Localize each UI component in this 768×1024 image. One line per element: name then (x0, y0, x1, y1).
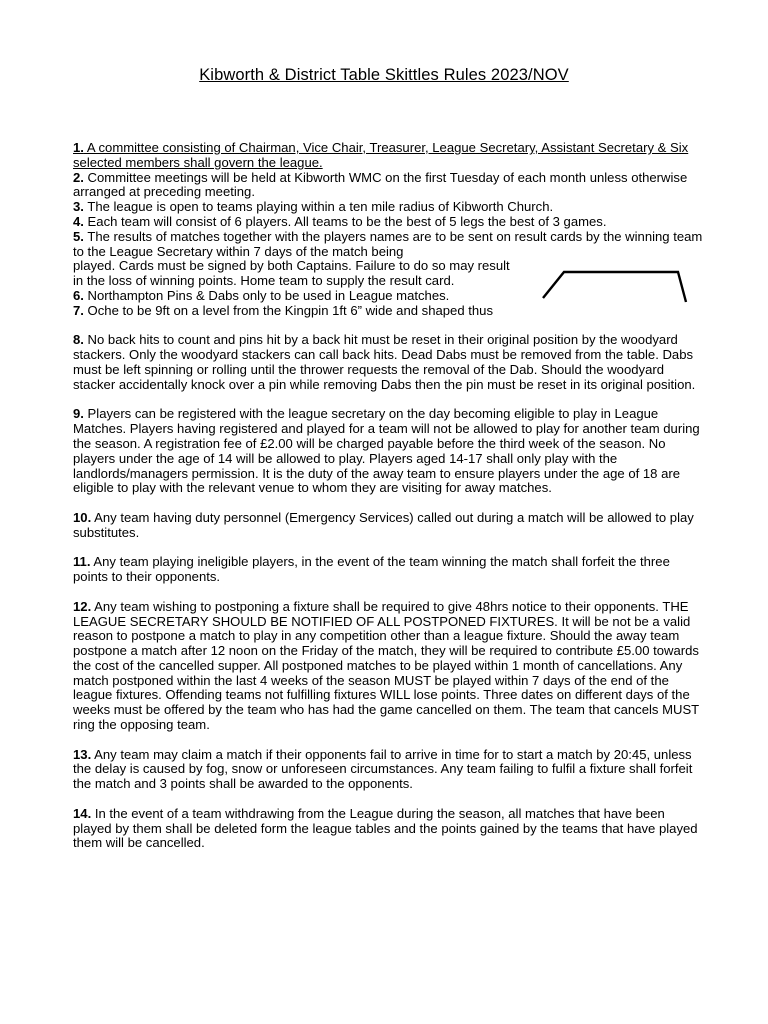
rule-number: 9. (73, 406, 84, 422)
rule-number: 10. (73, 509, 92, 525)
rule-8 (73, 333, 703, 392)
rule-number: 7. (73, 302, 84, 318)
rule-14 (73, 807, 703, 851)
rule-text: Any team playing ineligible players, in the event of the team winning the match shall forfeit the three points to their opponents. (73, 554, 670, 585)
rule-text: The results of matches together with the players names are to be sent on result cards by the winning team to the League Secretary within 7 days of the match being (73, 228, 703, 259)
rule-1 (73, 141, 703, 171)
rule-number: 6. (73, 287, 84, 303)
rule-number: 5. (73, 228, 84, 244)
rule-text: Any team having duty personnel (Emergency Services) called out during a match will be allowed to play substitutes. (73, 509, 694, 540)
rule-10 (73, 511, 703, 541)
rules-list (73, 141, 703, 851)
oche-shape-diagram (540, 266, 690, 306)
rule-text: Oche to be 9ft on a level from the Kingpin 1ft 6” wide and shaped thus (83, 302, 493, 318)
rule-number: 3. (73, 199, 84, 215)
rule-text: Any team may claim a match if their opponents fail to arrive in time for to start a match by 20:45, unless the delay is caused by fog, snow or unforeseen circumstances. Any team failing to fulfil a fixture shall forfeit the match and 3 points shall be awarded to the opponents. (73, 746, 693, 792)
rule-number: 14. (73, 805, 92, 821)
rule-number: 2. (73, 169, 84, 185)
rule-text: No back hits to count and pins hit by a back hit must be reset in their original position by the woodyard stackers. Only the woodyard stackers can call back hits. Dead Dabs must be removed from the table. Dabs must be left spinning or rolling until the thrower requests the removal of the Dab. Should the woodyard stacker accidentally knock over a pin while removing Dabs then the pin must be reset in its original position. (73, 332, 696, 392)
rule-11 (73, 555, 703, 585)
rule-number: 12. (73, 598, 92, 614)
rule-text-continued: played. Cards must be signed by both Captains. Failure to do so may result in the loss of winning points. Home team to supply the result card. (73, 258, 510, 289)
rule-3 (73, 200, 703, 215)
rule-number: 4. (73, 213, 84, 229)
rule-13 (73, 748, 703, 792)
rule-number: 13. (73, 746, 92, 762)
rule-text: Each team will consist of 6 players. All teams to be the best of 5 legs the best of 3 games. (83, 213, 607, 229)
rule-text: The league is open to teams playing within a ten mile radius of Kibworth Church. (83, 199, 554, 215)
rule-text: Northampton Pins & Dabs only to be used in League matches. (83, 287, 450, 303)
rule-number: 11. (73, 554, 91, 570)
page-title: Kibworth & District Table Skittles Rules 2023/NOV (199, 66, 569, 84)
rule-text: Any team wishing to postponing a fixture shall be required to give 48hrs notice to their opponents. THE LEAGUE SECRETARY SHOULD BE NOTIFIED OF ALL POSTPONED FIXTURES. It will be not be a valid reason to postpone a match to play in any competition other than a league fixture. Should the away team postpone a match after 12 noon on the Friday of the match, they will be required to contribute £5.00 towards the cost of the cancelled supper. All postponed matches to be played within 1 month of cancellations. Any match postponed within the last 4 weeks of the season MUST be played within 7 days of the end of the league fixtures. Offending teams not fulfilling fixtures WILL lose points. Three dates on different days of the weeks must be offered by the team who has had the game cancelled on them. The team that cancels MUST ring the opposing team. (73, 598, 699, 733)
rule-12 (73, 600, 703, 733)
oche-outline (543, 272, 686, 302)
rule-text: In the event of a team withdrawing from the League during the season, all matches that have been played by them shall be deleted form the league tables and the points gained by the teams that have played them will be cancelled. (73, 805, 698, 851)
rule-text: Players can be registered with the league secretary on the day becoming eligible to play in League Matches. Players having registered and played for a team will not be allowed to play for another team during the season. A registration fee of £2.00 will be charged payable before the third week of the season. No players under the age of 14 will be allowed to play. Players aged 14-17 shall only play with the landlords/managers permission. It is the duty of the away team to ensure players under the age of 18 are eligible to play with the relevant venue to whom they are visiting for away matches. (73, 406, 700, 496)
rule-text: Committee meetings will be held at Kibworth WMC on the first Tuesday of each month unless otherwise arranged at preceding meeting. (73, 169, 688, 200)
rule-2 (73, 171, 703, 201)
rule-text: A committee consisting of Chairman, Vice Chair, Treasurer, League Secretary, Assistant Secretary & Six selected members shall govern the league. (73, 140, 689, 170)
rule-number: 1. (73, 140, 84, 155)
rule-number: 8. (73, 332, 84, 348)
rule-4 (73, 215, 703, 230)
rule-9 (73, 407, 703, 496)
